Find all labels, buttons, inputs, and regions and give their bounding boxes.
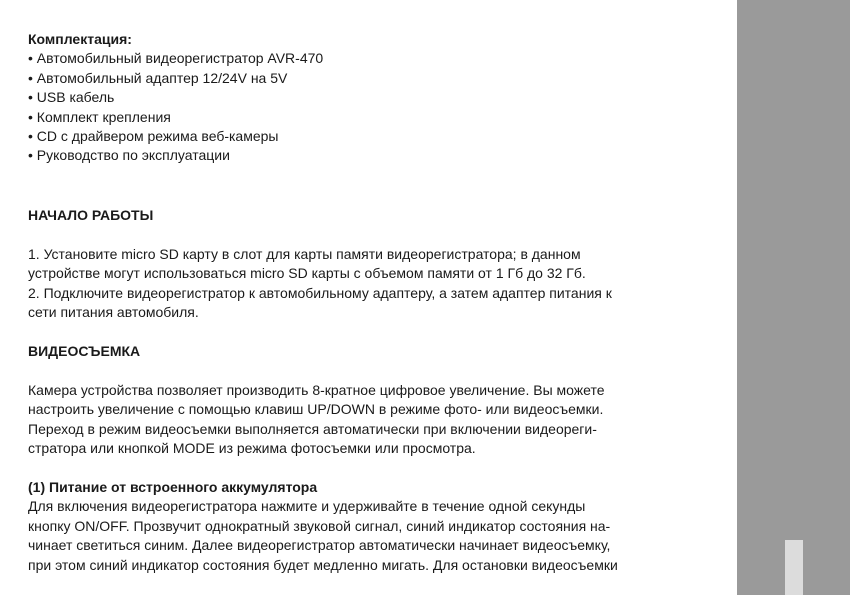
getting-started-heading: НАЧАЛО РАБОТЫ <box>28 206 154 223</box>
contents-item: • Комплект крепления <box>28 108 171 125</box>
paragraph-line: Переход в режим видеосъемки выполняется автоматически при включении видеореги- <box>28 420 597 437</box>
page-edge-sidebar <box>737 0 850 595</box>
spacer <box>28 166 728 206</box>
paragraph-line: 2. Подключите видеорегистратор к автомобильному адаптеру, а затем адаптер питания к <box>28 284 612 301</box>
spacer <box>28 322 728 342</box>
paragraph-line: стратора или кнопкой MODE из режима фотосъемки или просмотра. <box>28 440 476 456</box>
section-tab-marker <box>785 540 803 595</box>
contents-item: • USB кабель <box>28 89 115 106</box>
battery-section <box>28 478 728 575</box>
spacer <box>28 225 728 245</box>
getting-started-section <box>28 206 728 323</box>
paragraph-line: 1. Установите micro SD карту в слот для карты памяти видеорегистратора; в данном <box>28 245 581 262</box>
contents-section <box>28 30 728 166</box>
contents-heading: Комплектация: <box>28 31 132 47</box>
paragraph-line: Для включения видеорегистратора нажмите и удерживайте в течение одной секунды <box>28 498 586 515</box>
spacer <box>28 361 728 381</box>
contents-item: • Автомобильный адаптер 12/24V на 5V <box>28 69 288 86</box>
contents-item: • Руководство по эксплуатации <box>28 147 230 164</box>
paragraph-line: кнопку ON/OFF. Прозвучит однократный звуковой сигнал, синий индикатор состояния на- <box>28 517 611 534</box>
video-heading: ВИДЕОСЪЕМКА <box>28 342 141 359</box>
paragraph-line: при этом синий индикатор состояния будет медленно мигать. Для остановки видеосъемки <box>28 556 618 573</box>
contents-item: • Автомобильный видеорегистратор AVR-470 <box>28 50 324 67</box>
contents-item: • CD с драйвером режима веб-камеры <box>28 128 279 145</box>
paragraph-line: сети питания автомобиля. <box>28 303 199 320</box>
spacer <box>28 458 728 478</box>
page-content <box>28 30 728 575</box>
paragraph-line: настроить увеличение с помощью клавиш UP/DOWN в режиме фото- или видеосъемки. <box>28 401 604 418</box>
paragraph-line: Камера устройства позволяет производить 8-кратное цифровое увеличение. Вы можете <box>28 381 605 398</box>
paragraph-line: чинает светиться синим. Далее видеорегистратор автоматически начинает видеосъемку, <box>28 537 611 554</box>
battery-heading: (1) Питание от встроенного аккумулятора <box>28 478 318 495</box>
paragraph-line: устройстве могут использоваться micro SD карты с объемом памяти от 1 Гб до 32 Гб. <box>28 265 586 282</box>
video-section <box>28 342 728 459</box>
